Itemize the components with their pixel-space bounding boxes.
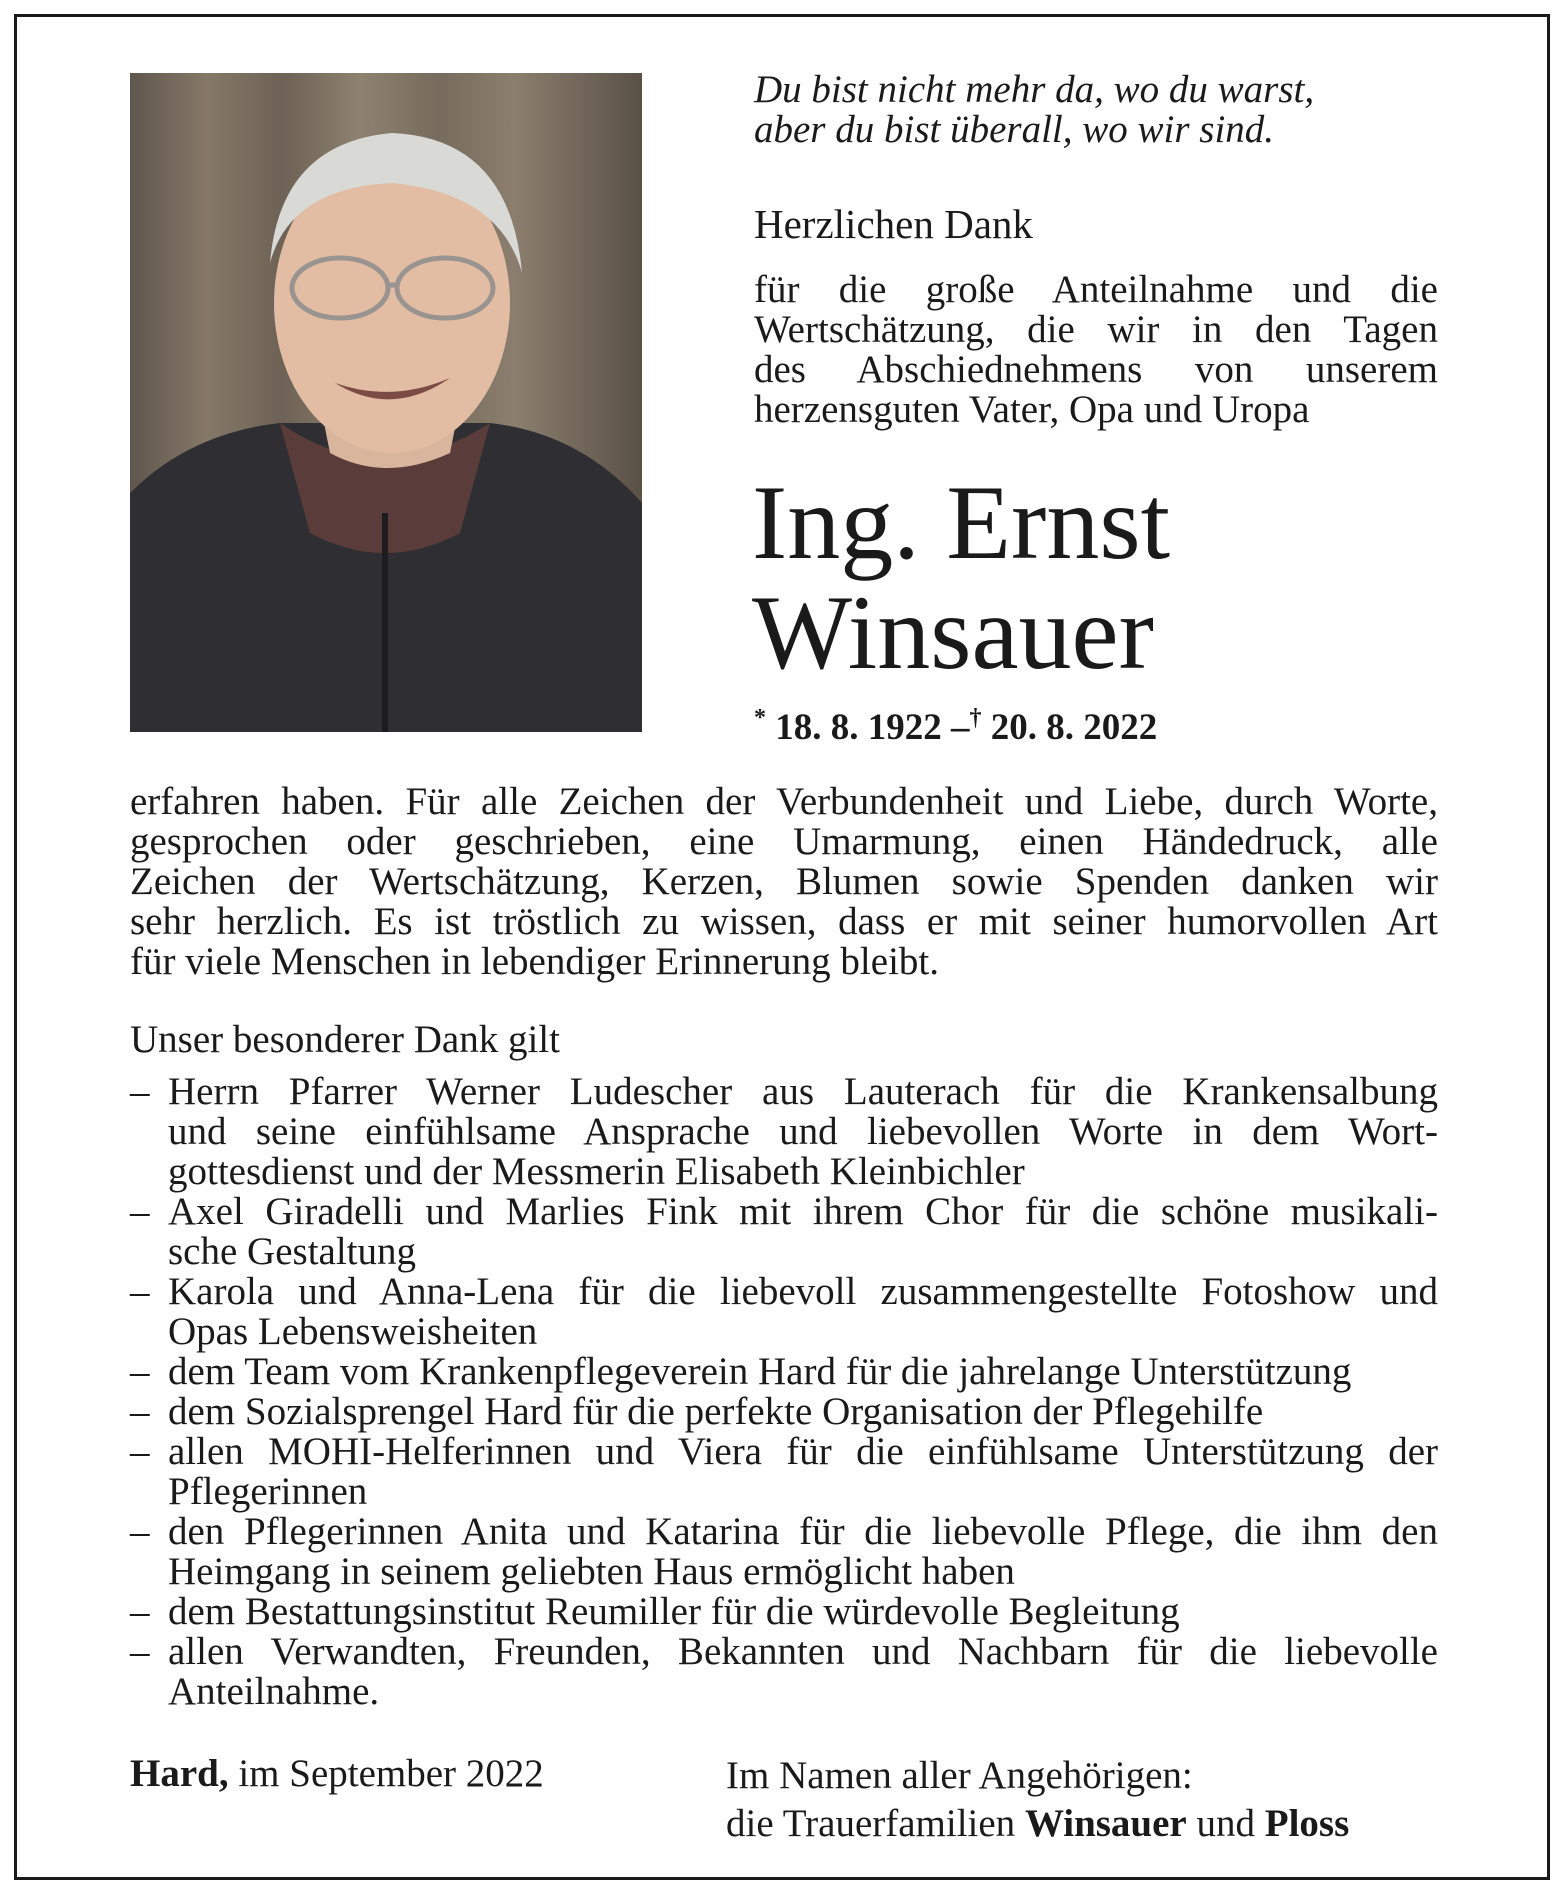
name-line: Winsauer (752, 574, 1154, 691)
main-paragraph (130, 782, 1438, 982)
motto-quote (754, 70, 1454, 150)
motto-line: aber du bist überall, wo wir sind. (754, 108, 1275, 151)
list-dash: – (130, 1190, 150, 1233)
list-item (130, 1072, 1438, 1192)
list-line: und seine einfühlsame Ansprache und liebevollen Worte in dem Wort- (168, 1110, 1438, 1153)
date-separator: – (951, 707, 970, 748)
list-line: dem Sozialsprengel Hard für die perfekte Organisation der Pflegehilfe (168, 1390, 1264, 1433)
list-line: allen Verwandten, Freunden, Bekannten und Nachbarn für die liebevolle (168, 1630, 1438, 1673)
portrait-photo (130, 73, 642, 732)
list-item (130, 1632, 1438, 1712)
list-item (130, 1432, 1438, 1512)
list-line: allen MOHI-Helferinnen und Viera für die einfühlsame Unterstützung der (168, 1430, 1438, 1473)
intro-line: für die große Anteilnahme und die (754, 268, 1438, 311)
list-line: Herrn Pfarrer Werner Ludescher aus Lauterach für die Krankensalbung (168, 1070, 1438, 1113)
list-line: Heimgang in seinem geliebten Haus ermöglicht haben (168, 1550, 1015, 1593)
signature-line: Im Namen aller Angehörigen: (726, 1754, 1193, 1797)
signature-families (726, 1800, 1349, 1848)
list-line: dem Bestattungsinstitut Reumiller für die würdevolle Begleitung (168, 1590, 1180, 1633)
family-name-1: Winsauer (1024, 1802, 1187, 1845)
list-item (130, 1392, 1438, 1432)
list-item (130, 1512, 1438, 1592)
body-line: gesprochen oder geschrieben, eine Umarmung, einen Händedruck, alle (130, 820, 1438, 863)
deceased-name (752, 464, 1171, 691)
list-dash: – (130, 1350, 150, 1393)
list-dash: – (130, 1590, 150, 1633)
intro-line: Wertschätzung, die wir in den Tagen (754, 308, 1438, 351)
name-line: Ing. Ernst (752, 464, 1171, 581)
place-date (130, 1752, 544, 1796)
list-dash: – (130, 1390, 150, 1433)
list-item (130, 1592, 1438, 1632)
list-line: sche Gestaltung (168, 1230, 417, 1273)
intro-paragraph (754, 270, 1438, 430)
date-text: im September 2022 (238, 1752, 544, 1795)
death-symbol: † (969, 705, 982, 731)
list-item (130, 1272, 1438, 1352)
list-line: Pflegerinnen (168, 1470, 368, 1513)
body-line: Zeichen der Wertschätzung, Kerzen, Blumen sowie Spenden danken wir (130, 860, 1438, 903)
list-line: Axel Giradelli und Marlies Fink mit ihrem Chor für die schöne musikali- (168, 1190, 1438, 1233)
list-dash: – (130, 1510, 150, 1553)
list-dash: – (130, 1070, 150, 1113)
body-line: erfahren haben. Für alle Zeichen der Verbundenheit und Liebe, durch Worte, (130, 780, 1438, 823)
list-dash: – (130, 1430, 150, 1473)
death-date: 20. 8. 2022 (990, 707, 1158, 748)
thanks-heading: Herzlichen Dank (754, 201, 1033, 247)
list-line: Opas Lebensweisheiten (168, 1310, 538, 1353)
signature-block (726, 1752, 1349, 1848)
list-item (130, 1352, 1438, 1392)
signature-prefix: die Trauerfamilien (726, 1802, 1016, 1845)
intro-line: herzensguten Vater, Opa und Uropa (754, 388, 1310, 431)
birth-symbol: * (754, 705, 766, 731)
life-dates (754, 696, 1157, 750)
intro-line: des Abschiednehmens von unserem (754, 348, 1438, 391)
thanks-list (130, 1072, 1438, 1712)
signature-conjunction: und (1196, 1802, 1255, 1845)
list-line: Anteilnahme. (168, 1670, 380, 1713)
list-dash: – (130, 1270, 150, 1313)
list-line: gottesdienst und der Messmerin Elisabeth Kleinbichler (168, 1150, 1025, 1193)
place-name: Hard, (130, 1752, 229, 1795)
motto-line: Du bist nicht mehr da, wo du warst, (754, 68, 1315, 111)
birth-date: 18. 8. 1922 (775, 707, 942, 748)
family-name-2: Ploss (1264, 1802, 1350, 1845)
list-item (130, 1192, 1438, 1272)
portrait-illustration (130, 73, 642, 732)
body-line: sehr herzlich. Es ist tröstlich zu wissen, dass er mit seiner humorvollen Art (130, 900, 1438, 943)
body-line: für viele Menschen in lebendiger Erinnerung bleibt. (130, 940, 939, 983)
list-dash: – (130, 1630, 150, 1673)
list-line: den Pflegerinnen Anita und Katarina für die liebevolle Pflege, die ihm den (168, 1510, 1438, 1553)
special-thanks-heading: Unser besonderer Dank gilt (130, 1018, 560, 1061)
list-line: dem Team vom Krankenpflegeverein Hard für die jahrelange Unterstützung (168, 1350, 1352, 1393)
list-line: Karola und Anna-Lena für die liebevoll zusammengestellte Fotoshow und (168, 1270, 1438, 1313)
